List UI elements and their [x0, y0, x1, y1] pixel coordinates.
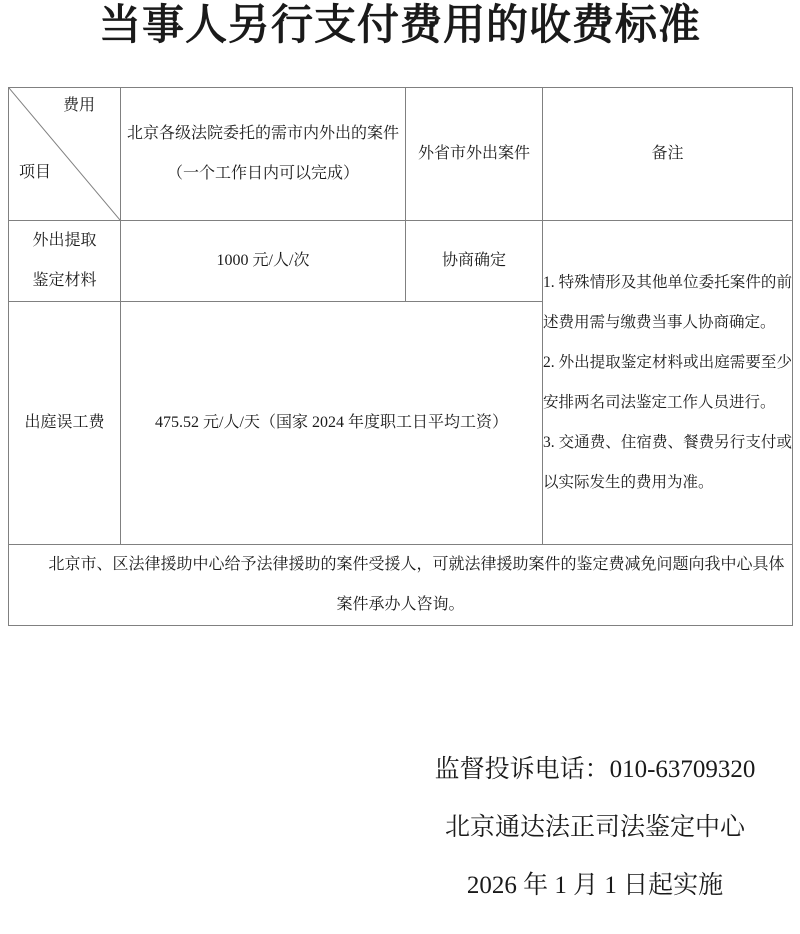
remark-paragraph-1: 1. 特殊情形及其他单位委托案件的前述费用需与缴费当事人协商确定。 — [543, 273, 792, 331]
cell-item-material-extraction — [9, 221, 121, 302]
cell-court-attendance-fee: 475.52 元/人/天（国家 2024 年度职工日平均工资） — [121, 302, 543, 545]
header-outside-cases: 外省市外出案件 — [406, 88, 543, 221]
page-title: 当事人另行支付费用的收费标准 — [98, 3, 701, 49]
cell-legal-aid-note — [9, 545, 793, 626]
complaint-hotline-line: 监督投诉电话：010-63709320 — [434, 756, 756, 783]
remark-paragraph-3: 3. 交通费、住宿费、餐费另行支付或以实际发生的费用为准。 — [543, 433, 792, 491]
item-line2: 鉴定材料 — [32, 272, 97, 289]
header-beijing-cases-text — [121, 114, 405, 194]
corner-label-fee: 费用 — [62, 97, 95, 114]
row-material-extraction — [9, 221, 793, 302]
cell-item-court-attendance: 出庭误工费 — [9, 302, 121, 545]
fee-table — [8, 87, 793, 626]
footer-block — [390, 741, 800, 915]
cell-outside-fee: 协商确定 — [406, 221, 543, 302]
effective-date-line: 2026 年 1 月 1 日起实施 — [466, 872, 724, 899]
header-beijing-cases — [121, 88, 406, 221]
cell-beijing-fee: 1000 元/人/次 — [121, 221, 406, 302]
legal-aid-note-row — [9, 545, 793, 626]
cell-remarks — [543, 221, 793, 545]
organization-line: 北京通达法正司法鉴定中心 — [444, 814, 745, 841]
header-remarks: 备注 — [543, 88, 793, 221]
table-header-row — [9, 88, 793, 221]
header-beijing-cases-line1: 北京各级法院委托的需市内外出的案件 — [126, 125, 399, 142]
legal-aid-note-text: 北京市、区法律援助中心给予法律援助的案件受援人，可就法律援助案件的鉴定费减免问题向我中心具体案件承办人咨询。 — [48, 556, 785, 613]
corner-label-item: 项目 — [19, 164, 52, 181]
remark-paragraph-2: 2. 外出提取鉴定材料或出庭需要至少安排两名司法鉴定工作人员进行。 — [543, 353, 792, 411]
header-beijing-cases-line2: （一个工作日内可以完成） — [166, 165, 359, 182]
corner-header-cell — [9, 88, 121, 221]
item-material-extraction-text — [9, 221, 120, 301]
item-line1: 外出提取 — [32, 232, 97, 249]
